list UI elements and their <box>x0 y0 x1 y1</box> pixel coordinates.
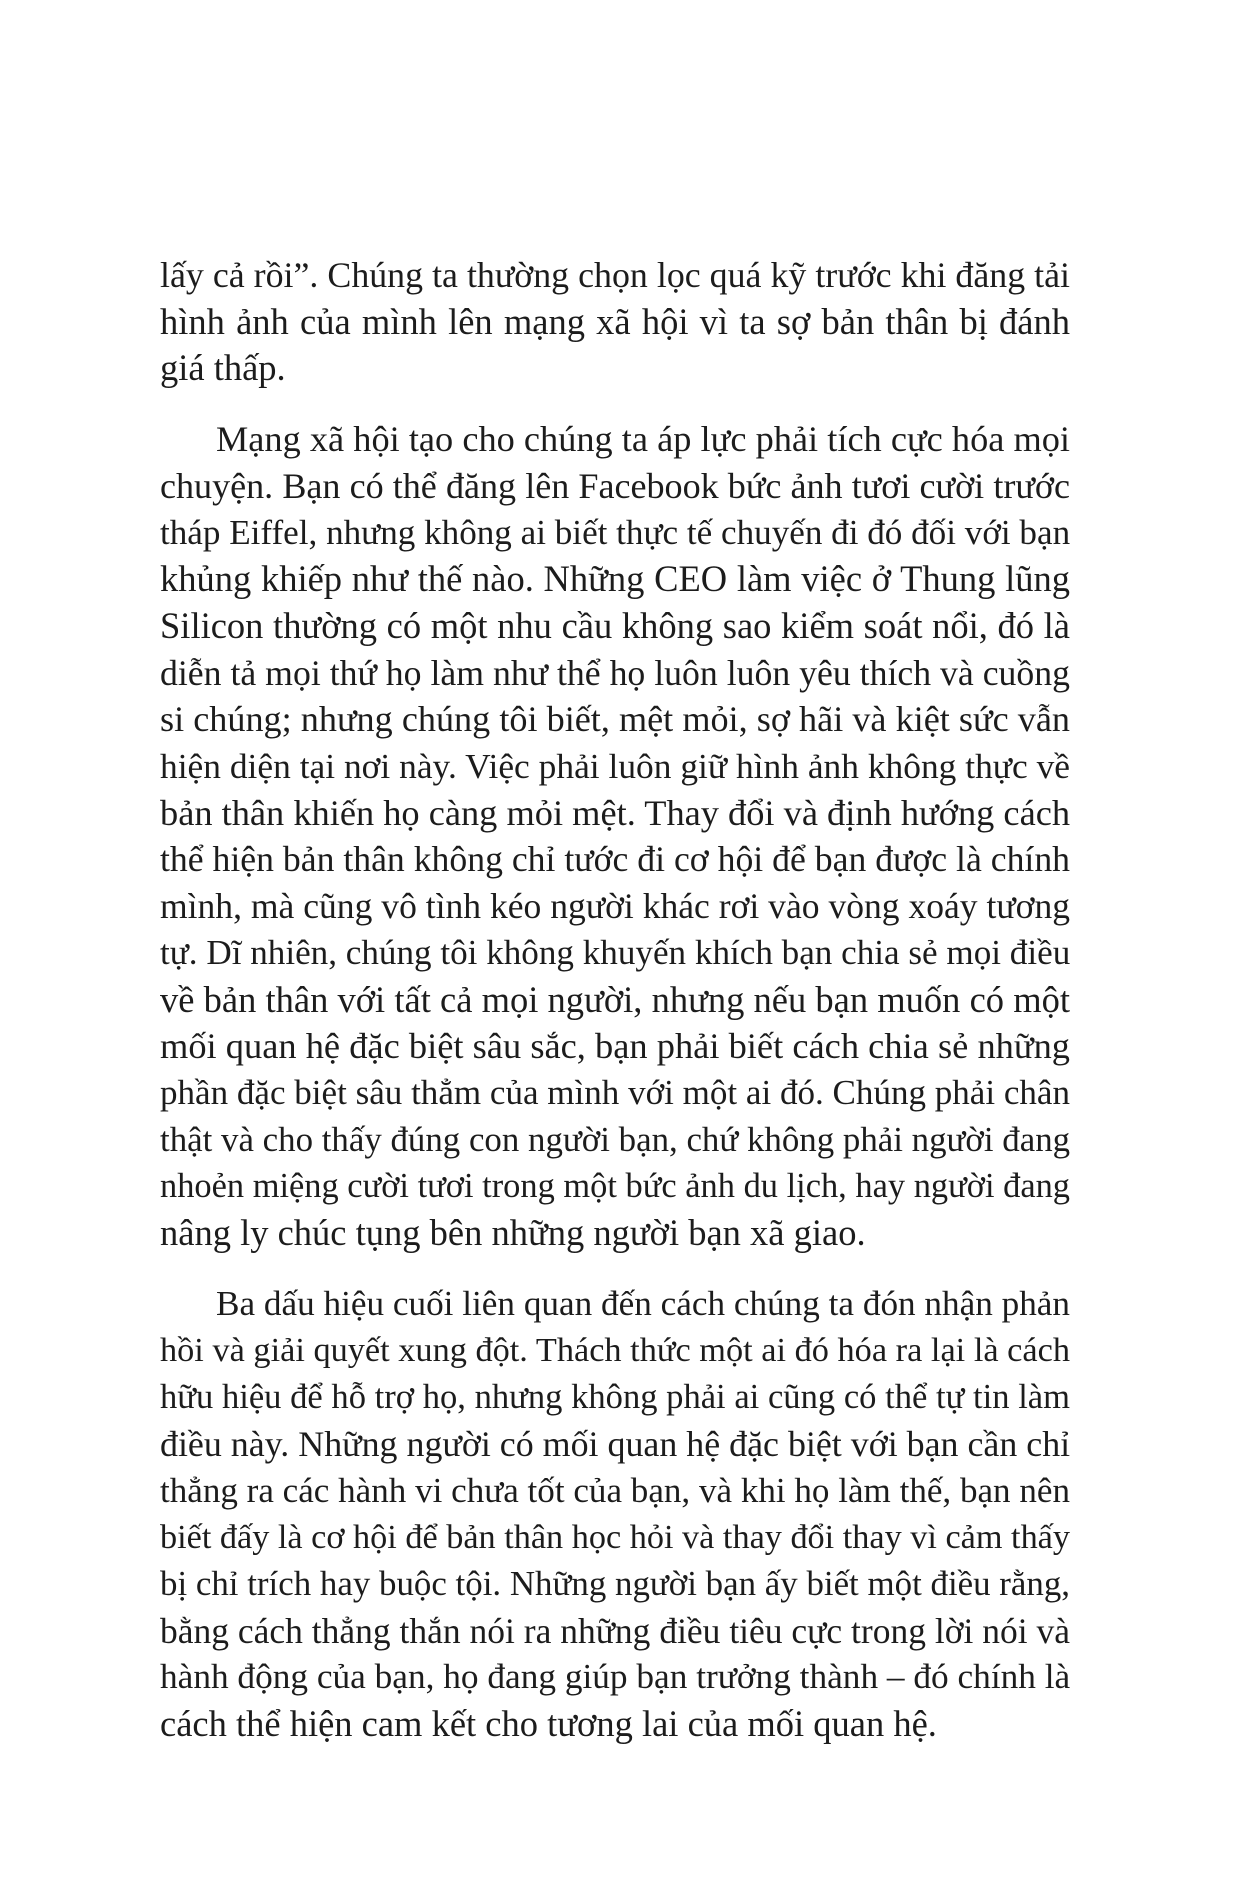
text-line: tháp Eiffel, nhưng không ai biết thực tế chuyến đi đó đối với bạn <box>160 512 1071 552</box>
book-page-body <box>160 252 1070 1748</box>
text-line: nâng ly chúc tụng bên những người bạn xã giao. <box>160 1212 866 1254</box>
text-line: khủng khiếp như thế nào. Những CEO làm việc ở Thung lũng <box>160 558 1070 600</box>
paragraph-3 <box>160 1281 1070 1748</box>
text-line: phần đặc biệt sâu thẳm của mình với một ai đó. Chúng phải chân <box>160 1072 1070 1112</box>
text-line: Ba dấu hiệu cuối liên quan đến cách chúng ta đón nhận phản <box>216 1283 1070 1323</box>
text-line: hữu hiệu để hỗ trợ họ, nhưng không phải ai cũng có thể tự tin làm <box>160 1378 1070 1417</box>
text-line: cách thể hiện cam kết cho tương lai của mối quan hệ. <box>160 1703 937 1745</box>
text-line: thẳng ra các hành vi chưa tốt của bạn, và khi họ làm thế, bạn nên <box>160 1470 1070 1510</box>
text-line: về bản thân với tất cả mọi người, nhưng nếu bạn muốn có một <box>160 978 1070 1020</box>
text-line: lấy cả rồi”. Chúng ta thường chọn lọc quá kỹ trước khi đăng tải <box>160 255 1070 295</box>
text-line: hồi và giải quyết xung đột. Thách thức một ai đó hóa ra lại là cách <box>160 1331 1070 1370</box>
text-line: mối quan hệ đặc biệt sâu sắc, bạn phải biết cách chia sẻ những <box>160 1026 1070 1067</box>
text-line: hình ảnh của mình lên mạng xã hội vì ta sợ bản thân bị đánh <box>160 300 1070 342</box>
paragraph-1 <box>160 252 1070 392</box>
text-line: điều này. Những người có mối quan hệ đặc biệt với bạn cần chỉ <box>160 1423 1071 1464</box>
text-line: hành động của bạn, họ đang giúp bạn trưởng thành – đó chính là <box>160 1657 1071 1697</box>
text-line: Mạng xã hội tạo cho chúng ta áp lực phải tích cực hóa mọi <box>216 419 1070 460</box>
text-line: thật và cho thấy đúng con người bạn, chứ không phải người đang <box>160 1119 1071 1159</box>
text-line: tự. Dĩ nhiên, chúng tôi không khuyến khích bạn chia sẻ mọi điều <box>160 932 1071 972</box>
paragraph-2 <box>160 416 1070 1257</box>
text-line: chuyện. Bạn có thể đăng lên Facebook bức ảnh tươi cười trước <box>160 465 1070 506</box>
text-line: giá thấp. <box>160 347 286 389</box>
text-line: biết đấy là cơ hội để bản thân học hỏi và thay đổi thay vì cảm thấy <box>160 1518 1070 1557</box>
text-line: bị chỉ trích hay buộc tội. Những người bạn ấy biết một điều rằng, <box>160 1563 1070 1603</box>
text-line: bằng cách thẳng thắn nói ra những điều tiêu cực trong lời nói và <box>160 1610 1070 1651</box>
text-line: diễn tả mọi thứ họ làm như thể họ luôn luôn yêu thích và cuồng <box>160 652 1070 693</box>
text-line: nhoẻn miệng cười tươi trong một bức ảnh du lịch, hay người đang <box>160 1167 1070 1206</box>
text-line: mình, mà cũng vô tình kéo người khác rơi vào vòng xoáy tương <box>160 886 1070 927</box>
text-line: bản thân khiến họ càng mỏi mệt. Thay đổi và định hướng cách <box>160 792 1071 833</box>
text-line: hiện diện tại nơi này. Việc phải luôn giữ hình ảnh không thực về <box>160 746 1070 787</box>
text-line: si chúng; nhưng chúng tôi biết, mệt mỏi, sợ hãi và kiệt sức vẫn <box>160 699 1070 740</box>
text-line: Silicon thường có một nhu cầu không sao kiểm soát nổi, đó là <box>160 604 1070 646</box>
text-line: thể hiện bản thân không chỉ tước đi cơ hội để bạn được là chính <box>160 839 1070 880</box>
